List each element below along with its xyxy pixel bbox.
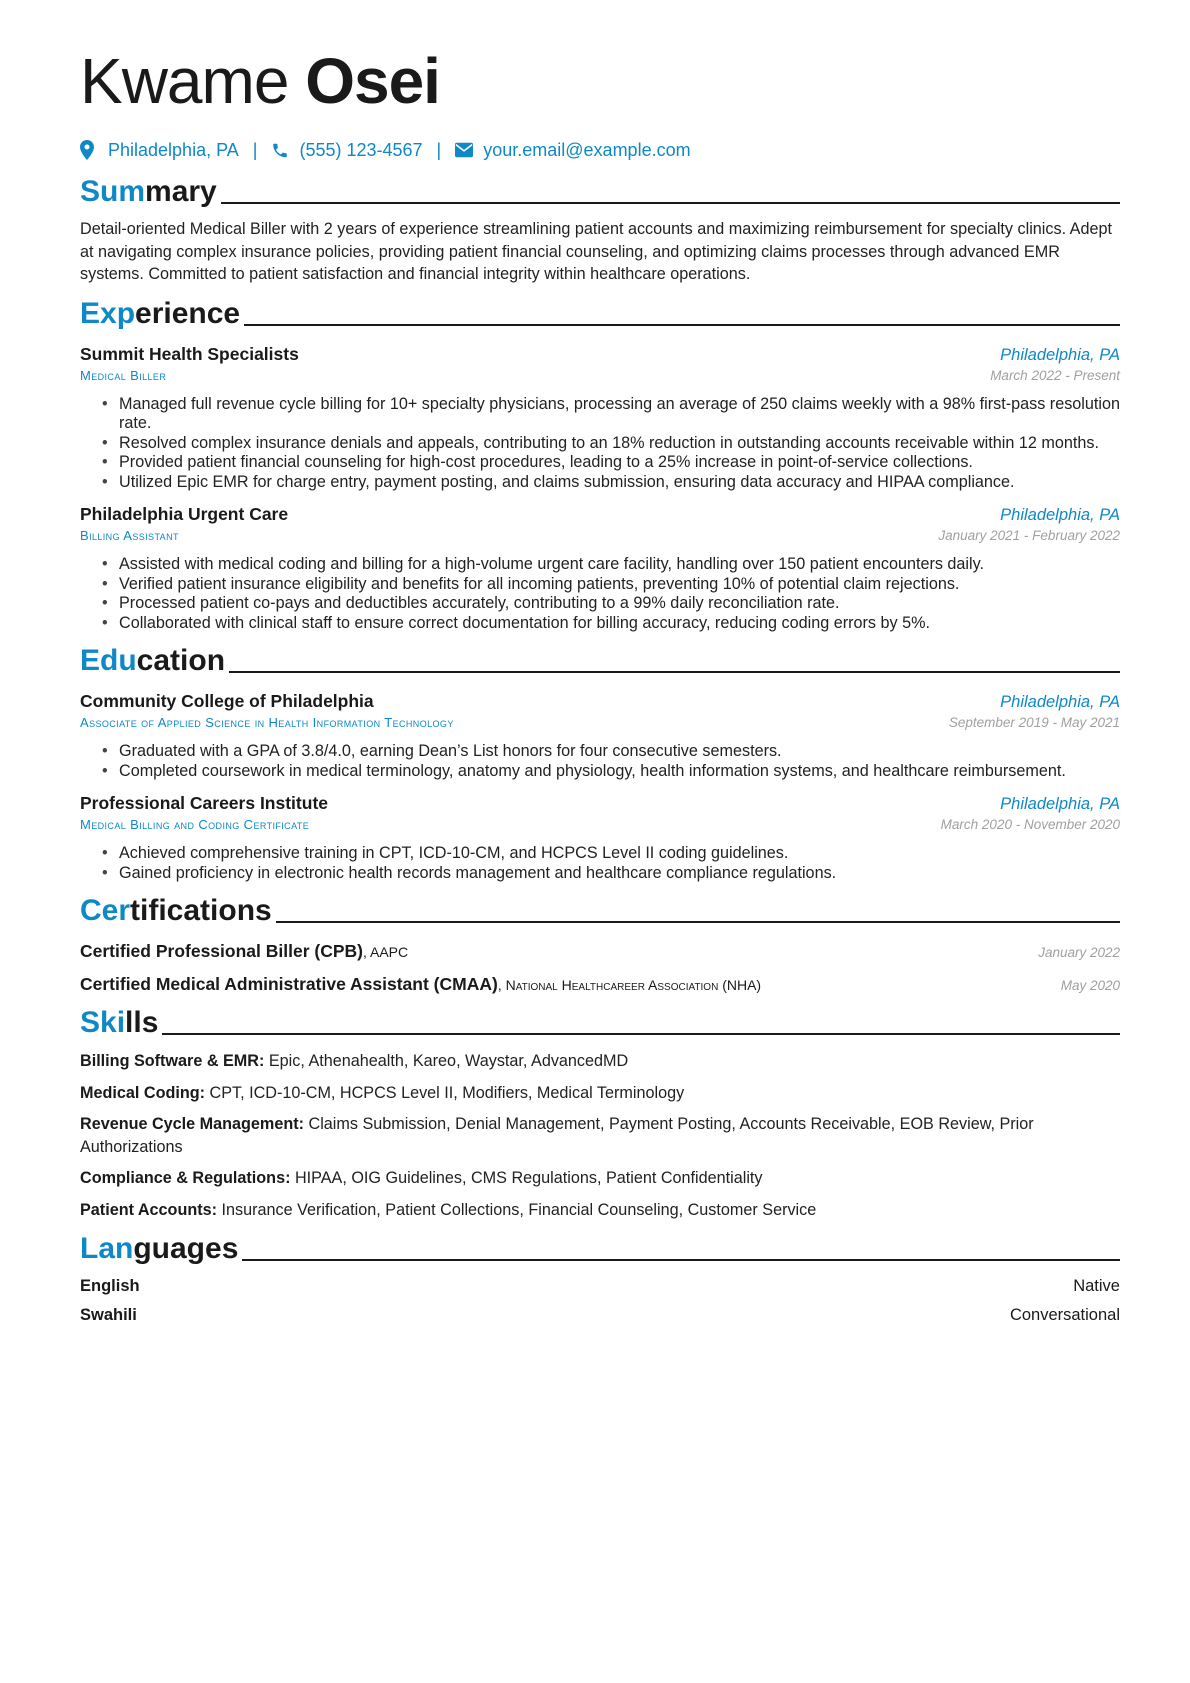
section-rule <box>242 1259 1120 1261</box>
bullet-item: • Resolved complex insurance denials and appeals, contributing to an 18% reduction in outstanding accounts receivable within 12 months. <box>102 434 1120 454</box>
experience-entry <box>80 344 1120 493</box>
section-title: Languages <box>80 1232 239 1265</box>
job-title: Billing Assistant <box>80 528 179 543</box>
degree-title: Associate of Applied Science in Health Information Technology <box>80 715 454 730</box>
contact-separator: | <box>252 139 258 160</box>
bullet-item: • Assisted with medical coding and billing for a high-volume urgent care facility, handling over 150 patient encounters daily. <box>102 555 1120 575</box>
language-level: Conversational <box>1009 1306 1120 1324</box>
certification-date: January 2022 <box>1038 945 1120 960</box>
experience-section-header <box>80 296 1120 332</box>
summary-section-header <box>80 174 1120 210</box>
certification-name: Certified Medical Administrative Assistant (CMAA) <box>80 974 498 994</box>
languages-section-header <box>80 1231 1120 1267</box>
skill-row: Patient Accounts: Insurance Verification, Patient Collections, Financial Counseling, Customer Service <box>80 1200 817 1219</box>
contact-phone[interactable] <box>271 140 422 161</box>
section-title: Certifications <box>80 894 272 927</box>
education-entry <box>80 793 1120 883</box>
contact-email[interactable] <box>455 140 690 161</box>
school-name: Community College of Philadelphia <box>80 691 374 711</box>
entry-location: Philadelphia, PA <box>1000 795 1120 813</box>
section-rule <box>162 1033 1120 1035</box>
experience-entry <box>80 504 1120 633</box>
bullet-item: • Utilized Epic EMR for charge entry, payment posting, and claims submission, ensuring data accuracy and HIPAA compliance. <box>102 473 1120 493</box>
candidate-name <box>80 40 1120 122</box>
bullet-item: • Collaborated with clinical staff to ensure correct documentation for billing accuracy, reducing coding errors by 5%. <box>102 614 1120 634</box>
section-title: Summary <box>80 175 217 208</box>
section-title: Skills <box>80 1006 159 1039</box>
bullet-list <box>102 395 1120 493</box>
bullet-item: • Gained proficiency in electronic health records management and healthcare compliance regulations. <box>102 864 1120 884</box>
certifications-section-header <box>80 893 1120 929</box>
employer-name: Summit Health Specialists <box>80 343 299 364</box>
certification-issuer: , AAPC <box>362 944 409 960</box>
bullet-list <box>102 742 1120 781</box>
section-title: Experience <box>80 296 241 330</box>
education-entry <box>80 691 1120 781</box>
bullet-item: • Graduated with a GPA of 3.8/4.0, earning Dean’s List honors for four consecutive semesters. <box>102 742 1120 762</box>
map-pin-icon <box>80 140 98 160</box>
language-name: English <box>80 1277 140 1295</box>
section-rule <box>221 202 1120 204</box>
bullet-item: • Achieved comprehensive training in CPT, ICD-10-CM, and HCPCS Level II coding guidelines. <box>102 844 1120 864</box>
skill-row: Medical Coding: CPT, ICD-10-CM, HCPCS Level II, Modifiers, Medical Terminology <box>80 1083 685 1102</box>
degree-title: Medical Billing and Coding Certificate <box>80 817 310 832</box>
language-level: Native <box>1073 1277 1120 1295</box>
contact-bar <box>80 136 1120 164</box>
entry-location: Philadelphia, PA <box>1000 506 1120 524</box>
section-rule <box>244 324 1120 326</box>
location-text: Philadelphia, PA <box>108 139 239 160</box>
phone-text: (555) 123-4567 <box>299 139 423 160</box>
phone-icon <box>271 140 289 160</box>
skill-row: Revenue Cycle Management: Claims Submission, Denial Management, Payment Posting, Accounts Receivable, EOB Review, Prior Authorizations <box>80 1115 1034 1156</box>
entry-dates: September 2019 - May 2021 <box>948 715 1120 730</box>
school-name: Professional Careers Institute <box>80 793 328 813</box>
skill-row: Compliance & Regulations: HIPAA, OIG Guidelines, CMS Regulations, Patient Confidentiality <box>80 1169 763 1187</box>
section-rule <box>229 671 1120 673</box>
section-rule <box>276 921 1120 923</box>
entry-location: Philadelphia, PA <box>1000 345 1120 364</box>
bullet-item: • Completed coursework in medical terminology, anatomy and physiology, health information systems, and healthcare reimbursement. <box>102 762 1120 782</box>
certification-item <box>80 974 1120 995</box>
entry-dates: January 2021 - February 2022 <box>938 528 1120 543</box>
last-name: Osei <box>305 45 440 117</box>
resume-page <box>80 40 1120 1325</box>
entry-dates: March 2020 - November 2020 <box>940 817 1120 832</box>
language-item <box>80 1306 1120 1325</box>
bullet-list <box>102 844 1120 883</box>
bullet-list <box>102 555 1120 633</box>
entry-location: Philadelphia, PA <box>1000 693 1120 711</box>
contact-separator: | <box>436 139 442 160</box>
email-text: your.email@example.com <box>483 139 691 160</box>
certification-issuer: , National Healthcareer Association (NHA) <box>497 977 762 993</box>
bullet-item: • Verified patient insurance eligibility and benefits for all incoming patients, preventing 10% of potential claim rejections. <box>102 575 1120 595</box>
employer-name: Philadelphia Urgent Care <box>80 504 289 524</box>
certification-date: May 2020 <box>1060 978 1120 993</box>
bullet-item: • Managed full revenue cycle billing for 10+ specialty physicians, processing an average of 250 claims weekly with a 98% first-pass resolution rate. <box>102 395 1120 434</box>
section-title: Education <box>80 644 226 677</box>
certification-name: Certified Professional Biller (CPB) <box>80 941 363 961</box>
skills-section-header <box>80 1005 1120 1041</box>
skill-row: Billing Software & EMR: Epic, Athenahealth, Kareo, Waystar, AdvancedMD <box>80 1052 629 1070</box>
language-item <box>80 1277 1120 1296</box>
envelope-icon <box>455 140 473 160</box>
bullet-item: • Provided patient financial counseling for high-cost procedures, leading to a 25% increase in point-of-service collections. <box>102 453 1120 473</box>
contact-location <box>80 140 239 161</box>
bullet-item: • Processed patient co-pays and deductibles accurately, contributing to a 99% daily reconciliation rate. <box>102 594 1120 614</box>
first-name: Kwame <box>80 45 289 117</box>
language-name: Swahili <box>80 1306 137 1324</box>
entry-dates: March 2022 - Present <box>990 367 1120 383</box>
summary-text: Detail-oriented Medical Biller with 2 years of experience streamlining patient accounts and maximizing reimbursement for specialty clinics. Adept at navigating complex insurance policies, providing patient financial counseling, and optimizing claims processes through advanced EMR systems. Committed to patient satisfaction and financial integrity within healthcare operations. <box>80 220 1112 283</box>
education-section-header <box>80 643 1120 679</box>
job-title: Medical Biller <box>80 367 167 383</box>
certification-item <box>80 941 1120 962</box>
